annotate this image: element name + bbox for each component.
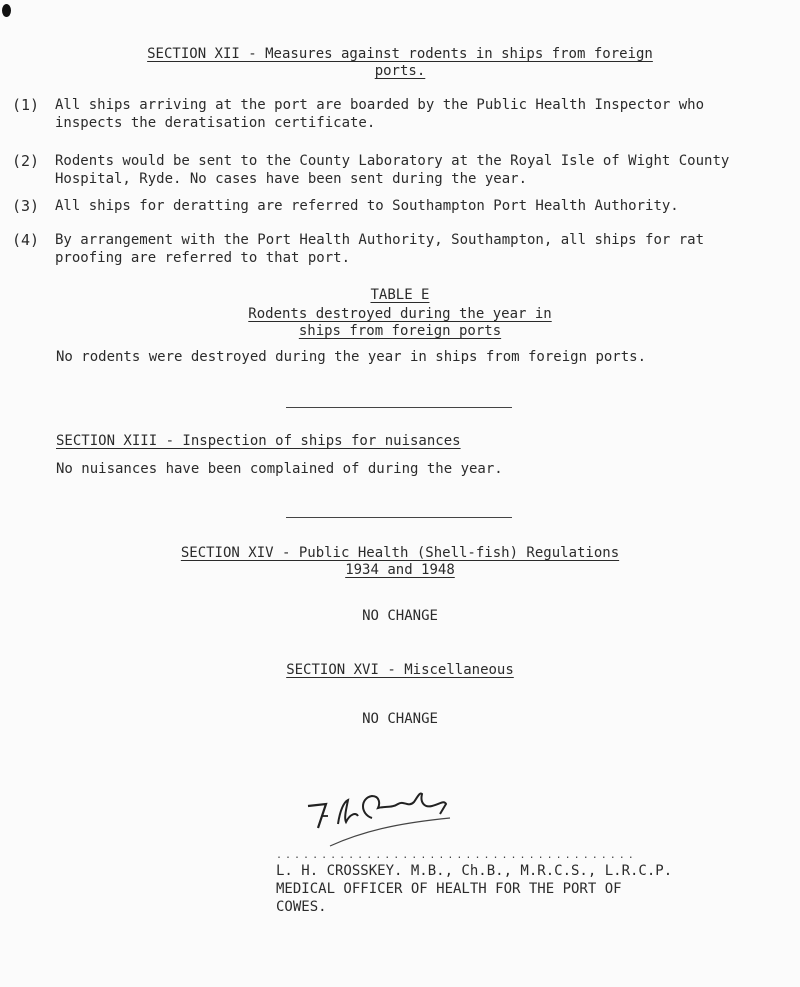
- punch-hole-mark: [2, 4, 11, 17]
- section-12-heading: SECTION XII - Measures against rodents in ships from foreign ports.: [147, 46, 653, 79]
- table-e-label: TABLE E: [370, 287, 430, 303]
- handwritten-signature: [300, 784, 460, 854]
- signature-dotted-line: ........................................: [276, 850, 637, 861]
- section-12-item-3: (3) All ships for deratting are referred to Southampton Port Health Authority.: [12, 197, 679, 215]
- section-16-heading: SECTION XVI - Miscellaneous: [286, 662, 514, 678]
- section-14-heading: SECTION XIV - Public Health (Shell-fish) Regulations 1934 and 1948: [180, 545, 620, 578]
- signature-block: L. H. CROSSKEY. M.B., Ch.B., M.R.C.S., L.R.C.P. MEDICAL OFFICER OF HEALTH FOR THE PORT OF COWES.: [276, 863, 673, 915]
- table-e-text: No rodents were destroyed during the year in ships from foreign ports.: [56, 349, 647, 365]
- section-14-text: NO CHANGE: [362, 608, 438, 624]
- section-13-text: No nuisances have been complained of during the year.: [56, 461, 503, 477]
- section-divider: [286, 407, 512, 408]
- section-12-item-4: (4) By arrangement with the Port Health Authority, Southampton, all ships for rat proofing are referred to that port.: [12, 231, 705, 266]
- table-e-title: Rodents destroyed during the year in ships from foreign ports: [248, 306, 552, 339]
- section-13-heading: SECTION XIII - Inspection of ships for nuisances: [56, 433, 461, 449]
- section-12-item-1: (1) All ships arriving at the port are boarded by the Public Health Inspector who inspects the deratisation certificate.: [12, 96, 705, 131]
- section-divider: [286, 517, 512, 518]
- section-16-text: NO CHANGE: [362, 711, 438, 727]
- section-12-item-2: (2) Rodents would be sent to the County Laboratory at the Royal Isle of Wight County Hospital, Ryde. No cases have been sent during the year.: [12, 152, 730, 187]
